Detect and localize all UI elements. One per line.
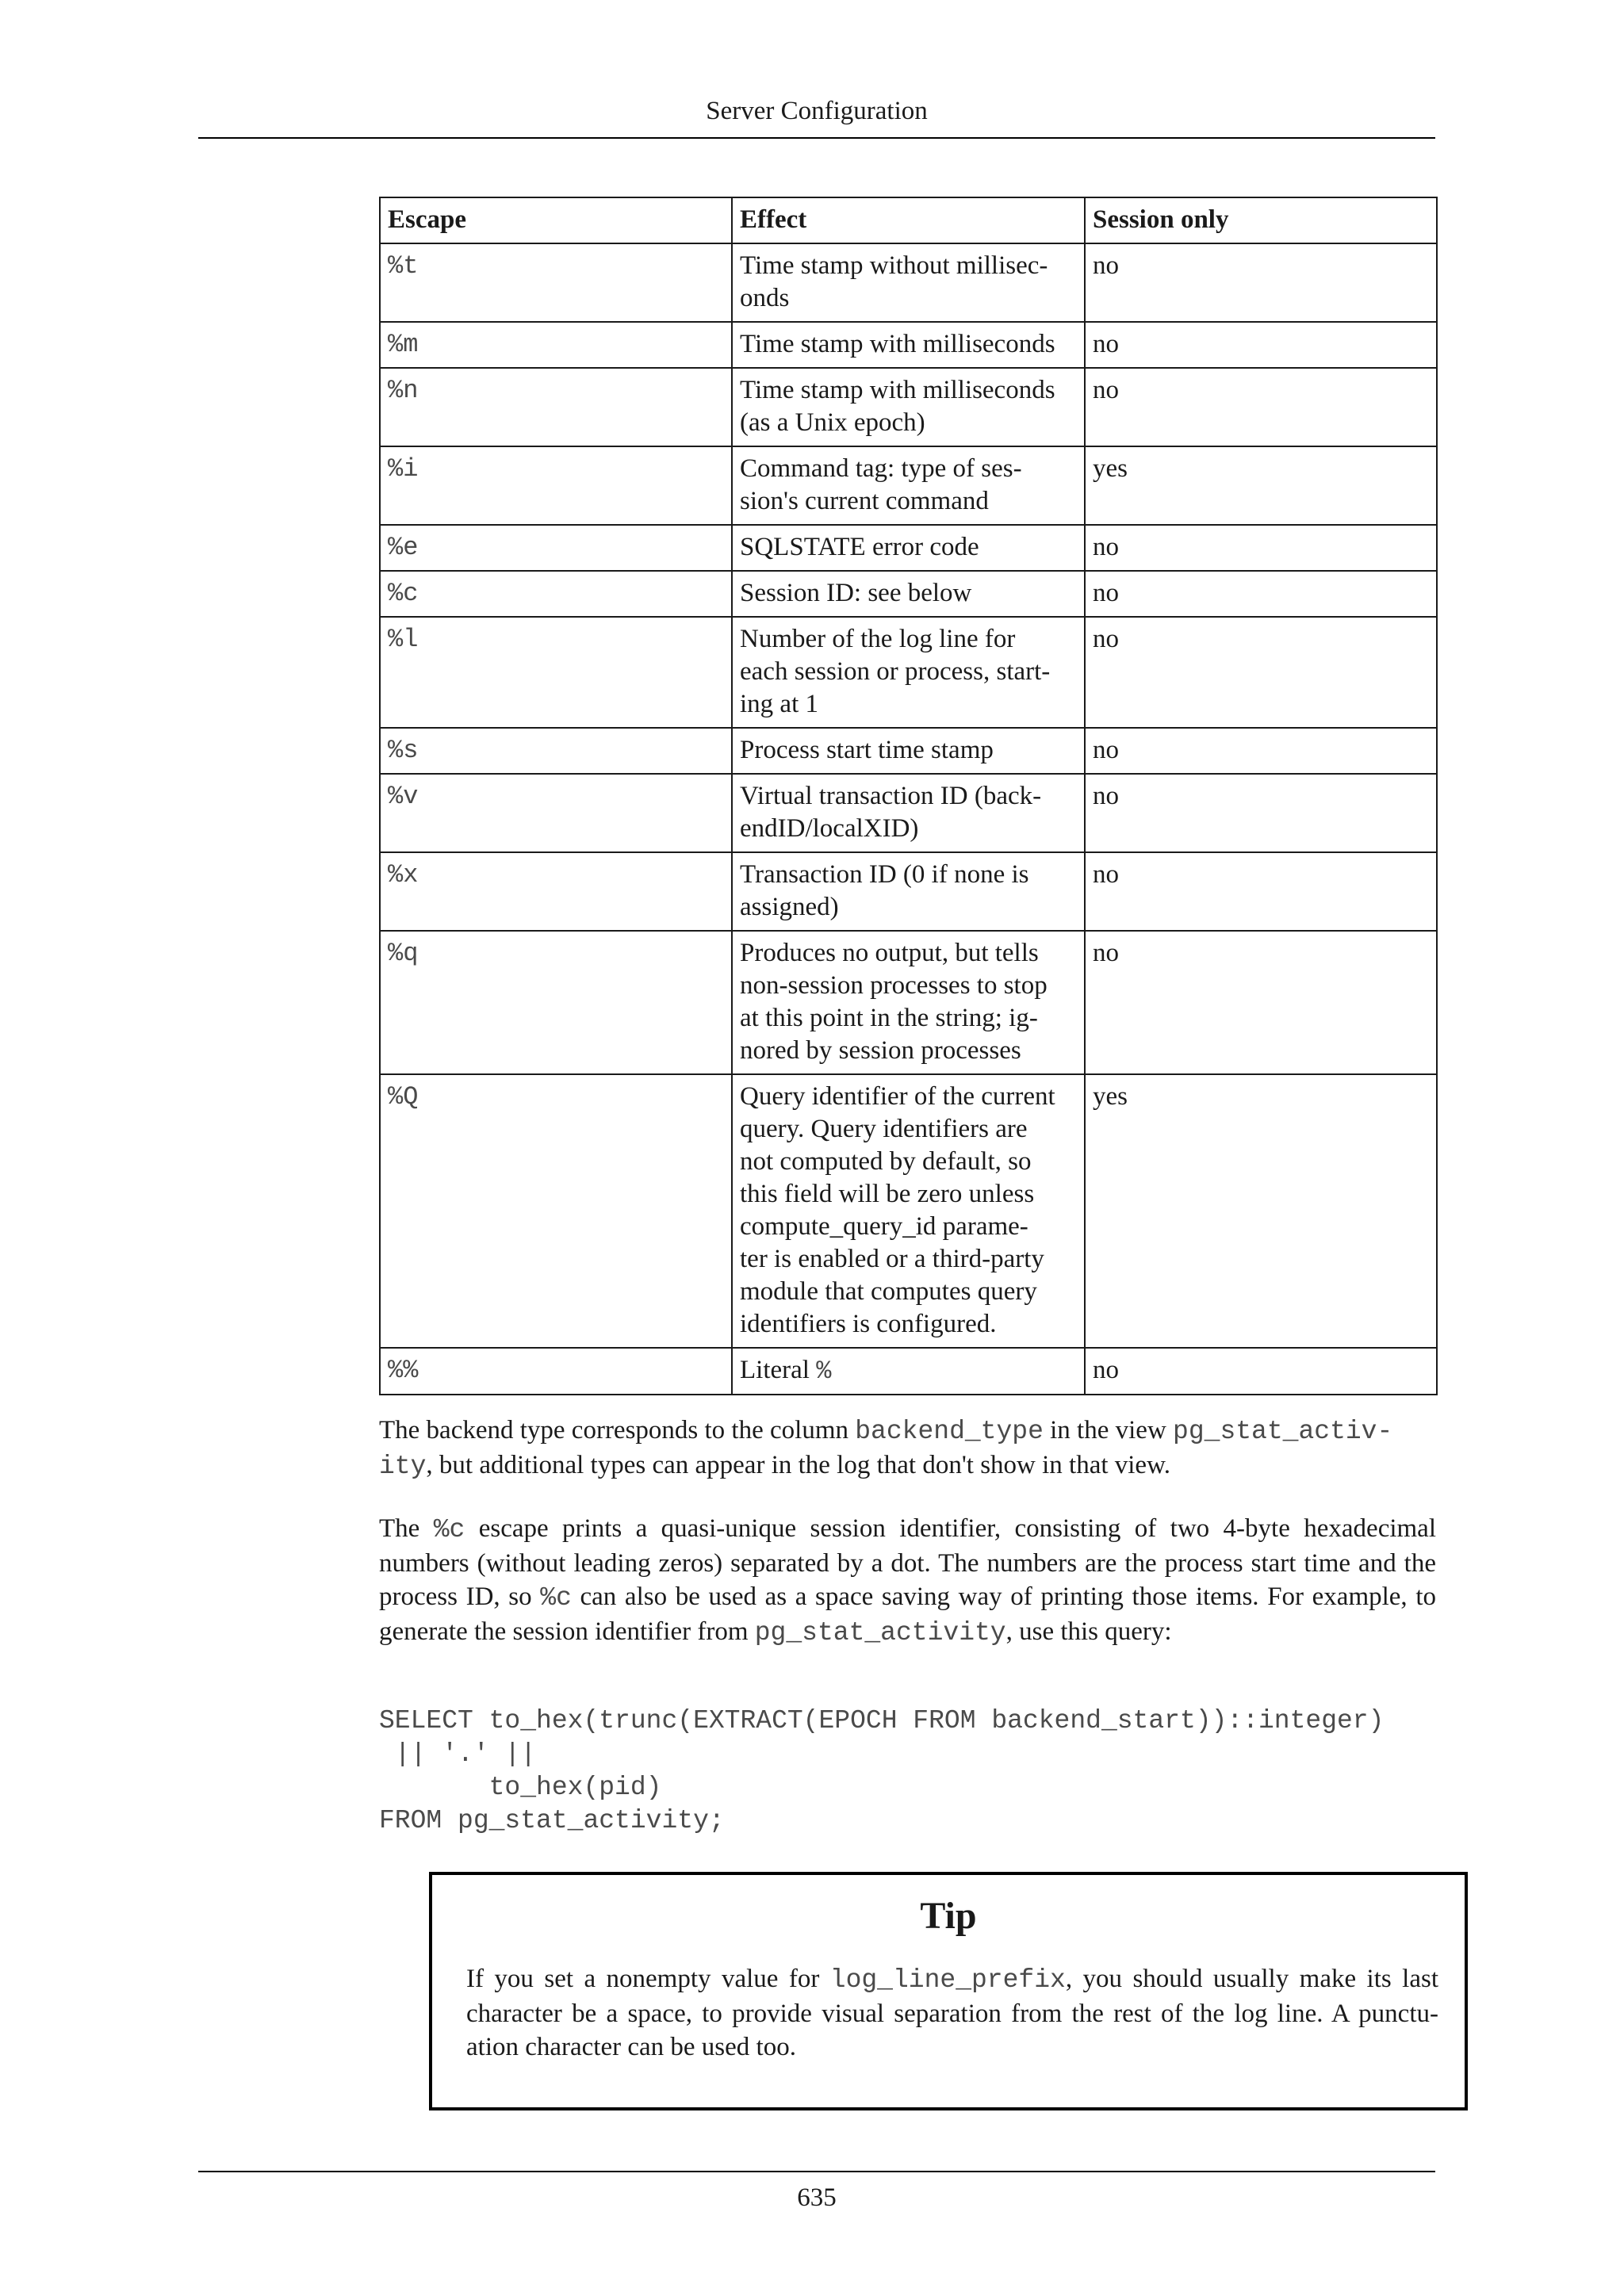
effect-text: Time stamp without millisec- onds (740, 251, 1048, 312)
effect-cell (732, 525, 1085, 571)
table-row (380, 571, 1437, 617)
table-row (380, 446, 1437, 525)
page-number: 635 (797, 2183, 837, 2212)
table-row (380, 322, 1437, 368)
paragraph-text: , use this query: (1005, 1617, 1172, 1646)
table-row (380, 774, 1437, 852)
effect-cell (732, 774, 1085, 852)
session-only-cell: no (1085, 368, 1437, 446)
effect-cell (732, 322, 1085, 368)
session-only-cell: no (1085, 1348, 1437, 1395)
table-header-row (380, 197, 1437, 243)
table-row (380, 1074, 1437, 1348)
inline-code-log-line-prefix: log_line_prefix (829, 1965, 1066, 1995)
header-rule (198, 137, 1435, 139)
session-only-cell: yes (1085, 1074, 1437, 1348)
paragraph-text: The (379, 1514, 434, 1543)
inline-code-percent-c: %c (433, 1515, 465, 1544)
escape-cell: %e (380, 525, 732, 571)
column-header-escape: Escape (380, 197, 732, 243)
table-row (380, 852, 1437, 931)
effect-cell (732, 852, 1085, 931)
tip-title: Tip (920, 1895, 977, 1937)
escape-cell: %x (380, 852, 732, 931)
escape-cell: %l (380, 617, 732, 728)
inline-code-backend-type: backend_type (855, 1417, 1044, 1446)
paragraph-text: escape prints a quasi-unique session identifier, consisting of two 4-byte hexadecimal numbers (without leading zeros) separated by a dot. The numbers are the process start time and the process ID, so (379, 1514, 1436, 1611)
effect-text: Time stamp with milliseconds (740, 330, 1055, 358)
column-header-effect: Effect (732, 197, 1085, 243)
effect-cell (732, 617, 1085, 728)
session-only-cell: yes (1085, 446, 1437, 525)
effect-code: % (816, 1357, 832, 1386)
effect-cell (732, 931, 1085, 1074)
effect-text: Session ID: see below (740, 579, 972, 607)
tip-text: , you should usually make its last character be a space, to provide visual separation from the rest of the log line. A punctu-ation character can be used too. (466, 1965, 1438, 2061)
escape-cell: %Q (380, 1074, 732, 1348)
tip-body (466, 1962, 1438, 2064)
effect-text: Produces no output, but tells non-session processes to stop at this point in the string; ig- nored by session processes (740, 939, 1048, 1065)
effect-text: Literal (740, 1356, 817, 1384)
effect-text: SQLSTATE error code (740, 533, 979, 561)
escape-cell: %v (380, 774, 732, 852)
effect-text: Process start time stamp (740, 736, 994, 764)
table-row (380, 1348, 1437, 1395)
session-only-cell: no (1085, 774, 1437, 852)
paragraph-text: can also be used as a space saving way of printing those items. For example, to generate the session identifier from (379, 1582, 1436, 1646)
effect-cell (732, 1074, 1085, 1348)
escape-cell: %s (380, 728, 732, 774)
table-row (380, 931, 1437, 1074)
effect-text: Number of the log line for each session or process, start- ing at 1 (740, 625, 1051, 718)
inline-code-pg-stat-activity: pg_stat_activity (754, 1618, 1006, 1647)
table-row (380, 368, 1437, 446)
effect-cell (732, 243, 1085, 322)
session-only-cell: no (1085, 728, 1437, 774)
inline-code-percent-c: %c (540, 1583, 572, 1613)
paragraph-text: The backend type corresponds to the column (379, 1416, 856, 1445)
escape-cell: %t (380, 243, 732, 322)
table-row (380, 728, 1437, 774)
session-only-cell: no (1085, 322, 1437, 368)
escape-cell: %i (380, 446, 732, 525)
effect-cell (732, 368, 1085, 446)
session-only-cell: no (1085, 852, 1437, 931)
escape-table (379, 197, 1438, 1395)
effect-cell (732, 571, 1085, 617)
escape-cell: %c (380, 571, 732, 617)
effect-cell (732, 446, 1085, 525)
column-header-session-only: Session only (1085, 197, 1437, 243)
paragraph-text: in the view (1043, 1416, 1174, 1445)
table-row (380, 525, 1437, 571)
session-only-cell: no (1085, 931, 1437, 1074)
effect-text: Virtual transaction ID (back- endID/localXID) (740, 782, 1042, 843)
effect-text: Command tag: type of ses- sion's current command (740, 454, 1022, 515)
tip-box (429, 1872, 1468, 2110)
session-id-paragraph (379, 1512, 1436, 1650)
running-header: Server Configuration (706, 97, 928, 125)
tip-text: If you set a nonempty value for (466, 1965, 830, 1993)
escape-cell: %m (380, 322, 732, 368)
escape-cell: %n (380, 368, 732, 446)
effect-cell (732, 1348, 1085, 1395)
effect-text: Time stamp with milliseconds (as a Unix epoch) (740, 376, 1055, 437)
escape-cell: %q (380, 931, 732, 1074)
inline-code-pg-stat-activity: pg_stat_activ- ity (379, 1417, 1393, 1481)
escape-cell: %% (380, 1348, 732, 1395)
sql-code-block: SELECT to_hex(trunc(EXTRACT(EPOCH FROM backend_start))::integer) || '.' || to_hex(pid) FROM pg_stat_activity; (379, 1706, 1385, 1835)
effect-text: Transaction ID (0 if none is assigned) (740, 860, 1029, 921)
session-only-cell: no (1085, 571, 1437, 617)
effect-text: Query identifier of the current query. Query identifiers are not computed by default, so this field will be zero unless compute_query_id parame- ter is enabled or a third-party module that computes query identifiers is configured. (740, 1082, 1055, 1338)
table-row (380, 243, 1437, 322)
table-row (380, 617, 1437, 728)
session-only-cell: no (1085, 617, 1437, 728)
paragraph-text: , but additional types can appear in the log that don't show in that view. (426, 1451, 1171, 1479)
session-only-cell: no (1085, 525, 1437, 571)
session-only-cell: no (1085, 243, 1437, 322)
backend-type-paragraph (379, 1414, 1436, 1483)
footer-rule (198, 2171, 1435, 2172)
effect-cell (732, 728, 1085, 774)
